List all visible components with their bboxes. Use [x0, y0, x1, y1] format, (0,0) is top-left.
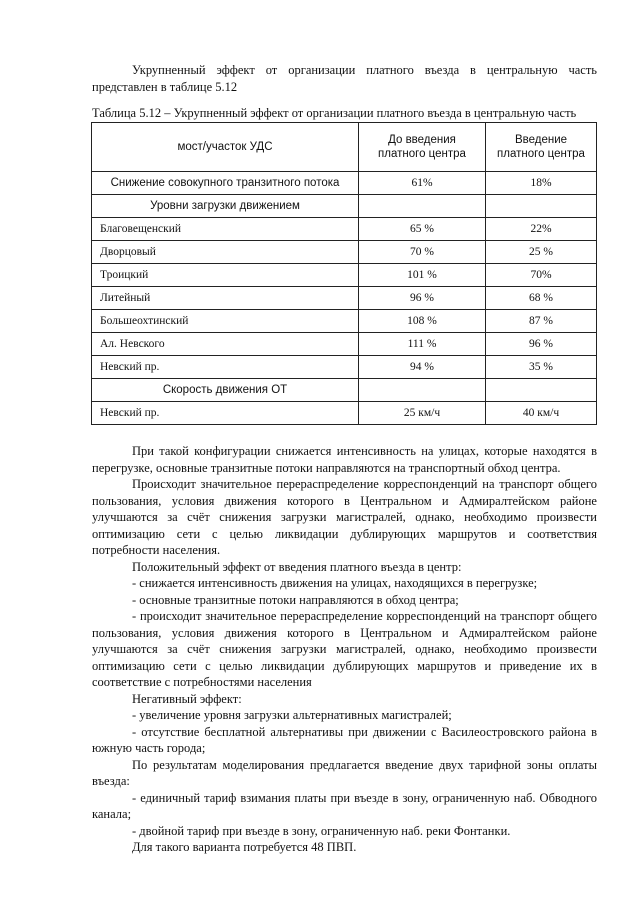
table-row: [92, 402, 597, 425]
row-before: 108 %: [359, 310, 486, 333]
list-item: - происходит значительное перераспределение корреспонденций на транспорт общего пользования, условия движения которого в Центральном и Адмиралтейском районе улучшаются за счёт снижения загрузки магистралей, однако, необходимо произвести оптимизацию сети с целью ликвидации дублирующих маршрутов и приведение их в соответствие с потребностями населения: [92, 609, 597, 689]
row-label: Снижение совокупного транзитного потока: [92, 172, 359, 195]
row-after: 96 %: [486, 333, 597, 356]
row-label: Большеохтинский: [92, 310, 359, 333]
header-section: мост/участок УДС: [92, 123, 359, 172]
table-section-row: [92, 195, 597, 218]
row-label: Троицкий: [92, 264, 359, 287]
row-label: Ал. Невского: [92, 333, 359, 356]
row-before: 94 %: [359, 356, 486, 379]
section-speed-label: Скорость движения ОТ: [92, 379, 359, 402]
table-caption: Таблица 5.12 – Укрупненный эффект от организации платного въезда в центральную часть: [92, 106, 577, 120]
list-item: - двойной тариф при въезде в зону, ограниченную наб. реки Фонтанки.: [132, 823, 511, 838]
effects-table: [91, 122, 597, 425]
table-row: [92, 333, 597, 356]
body-text: [92, 443, 597, 856]
row-label: Невский пр.: [92, 356, 359, 379]
intro-paragraph: Укрупненный эффект от организации платного въезда в центральную часть представлен в таблице 5.12: [92, 63, 597, 94]
row-after: 68 %: [486, 287, 597, 310]
paragraph: Для такого варианта потребуется 48 ПВП.: [132, 840, 357, 854]
list-item: - снижается интенсивность движения на улицах, находящихся в перегрузке;: [132, 576, 538, 590]
table-header-row: [92, 123, 597, 172]
list-item: - основные транзитные потоки направляются в обход центра;: [132, 592, 459, 607]
row-after: 18%: [486, 172, 597, 195]
row-before: 101 %: [359, 264, 486, 287]
row-label: Невский пр.: [92, 402, 359, 425]
row-after: 22%: [486, 218, 597, 241]
row-after: 70%: [486, 264, 597, 287]
header-after: Введение платного центра: [486, 123, 597, 172]
row-label: Литейный: [92, 287, 359, 310]
row-after: 35 %: [486, 356, 597, 379]
paragraph: При такой конфигурации снижается интенсивность на улицах, которые находятся в перегрузке, основные транзитные потоки направляются на транспортный обход центра.: [92, 444, 597, 475]
list-item: - единичный тариф взимания платы при въезде в зону, ограниченную наб. Обводного канала;: [92, 790, 597, 821]
row-label: Дворцовый: [92, 241, 359, 264]
table-row: [92, 287, 597, 310]
row-before: 65 %: [359, 218, 486, 241]
list-item: - увеличение уровня загрузки альтернативных магистралей;: [132, 708, 452, 722]
section-load-label: Уровни загрузки движением: [92, 195, 359, 218]
paragraph: По результатам моделирования предлагается введение двух тарифной зоны оплаты въезда:: [92, 757, 597, 788]
paragraph: Положительный эффект от введения платного въезда в центр:: [132, 559, 462, 574]
table-section-row: [92, 379, 597, 402]
list-item: - отсутствие бесплатной альтернативы при движении с Василеостровского района в южную часть города;: [92, 724, 597, 755]
row-before: 111 %: [359, 333, 486, 356]
row-label: Благовещенский: [92, 218, 359, 241]
row-before: 70 %: [359, 241, 486, 264]
table-row: [92, 218, 597, 241]
row-before: 96 %: [359, 287, 486, 310]
paragraph: Негативный эффект:: [132, 691, 242, 706]
row-after: 87 %: [486, 310, 597, 333]
table-row: [92, 241, 597, 264]
row-after: 25 %: [486, 241, 597, 264]
paragraph: Происходит значительное перераспределение корреспонденций на транспорт общего пользования, условия движения которого в Центральном и Адмиралтейском районе улучшаются за счёт снижения загрузки магистралей, однако, необходимо произвести оптимизацию сети с целью ликвидации дублирующих маршрутов и соответствия потребности населения.: [92, 477, 597, 557]
row-before: 25 км/ч: [359, 402, 486, 425]
table-row: [92, 356, 597, 379]
table-row: [92, 172, 597, 195]
table-row: [92, 310, 597, 333]
row-after: 40 км/ч: [486, 402, 597, 425]
row-before: 61%: [359, 172, 486, 195]
table-row: [92, 264, 597, 287]
header-before: До введения платного центра: [359, 123, 486, 172]
